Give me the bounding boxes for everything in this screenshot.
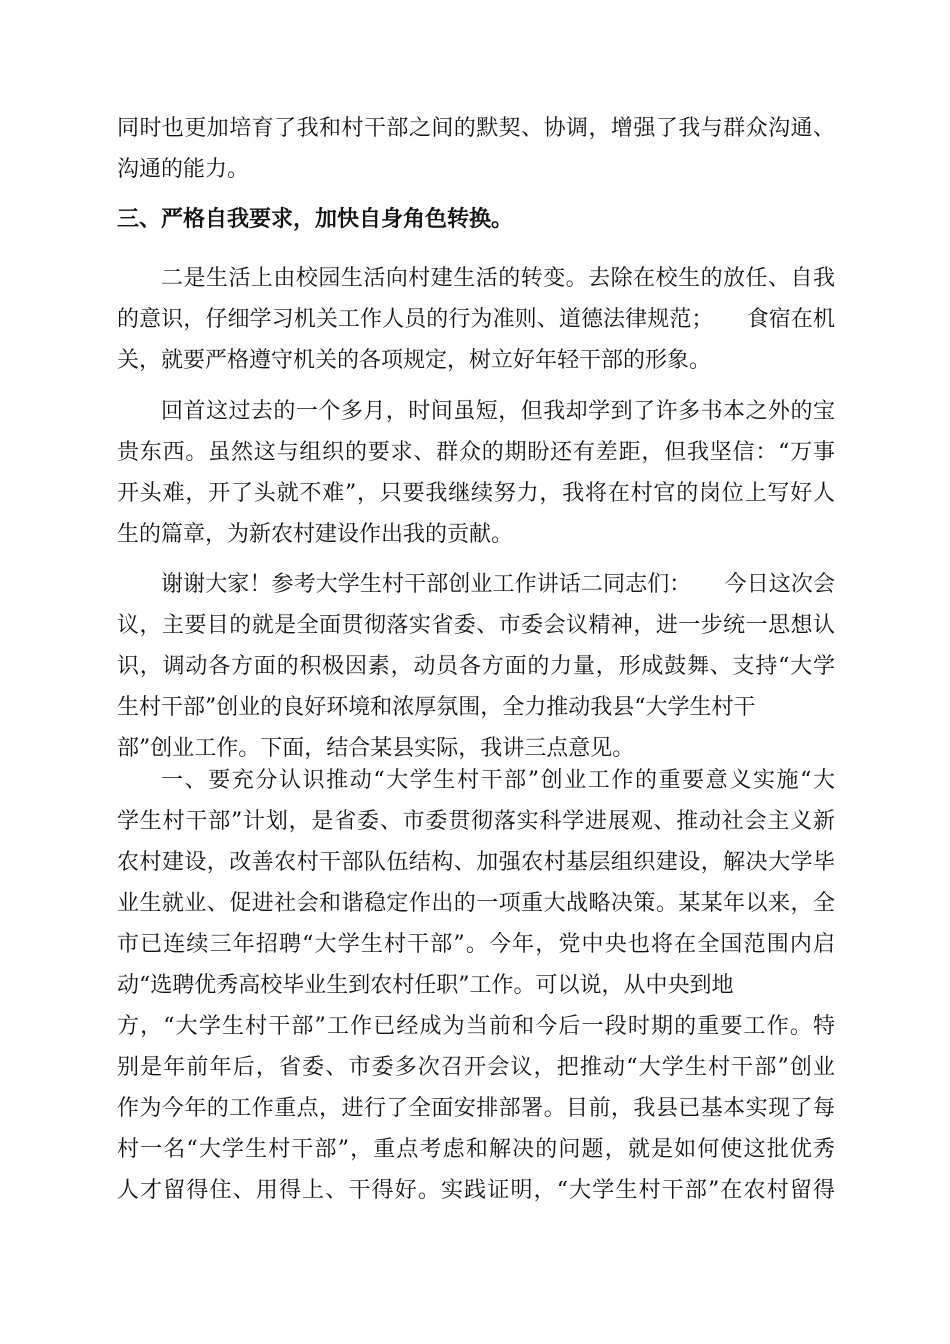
paragraph-line: 作为今年的工作重点，进行了全面安排部署。目前，我县已基本实现了每 bbox=[117, 1096, 835, 1121]
paragraph-line: 二是生活上由校园生活向村建生活的转变。去除在校生的放任、自我 bbox=[161, 266, 835, 291]
paragraph-line: 市已连续三年招聘“大学生村干部”。今年，党中央也将在全国范围内启 bbox=[117, 932, 835, 957]
paragraph-line: 人才留得住、用得上、干得好。实践证明，“大学生村干部”在农村留得 bbox=[117, 1178, 835, 1203]
paragraph-line: 回首这过去的一个多月，时间虽短，但我却学到了许多书本之外的宝 bbox=[161, 399, 835, 424]
paragraph-line: 村一名“大学生村干部”，重点考虑和解决的问题，就是如何使这批优秀 bbox=[117, 1137, 835, 1162]
paragraph-line: 动“选聘优秀高校毕业生到农村任职”工作。可以说，从中央到地 bbox=[117, 973, 734, 998]
paragraph-line: 关，就要严格遵守机关的各项规定，树立好年轻干部的形象。 bbox=[117, 348, 712, 373]
paragraph-5 bbox=[117, 764, 835, 1208]
paragraph-line: 识，调动各方面的积极因素，动员各方面的力量，形成鼓舞、支持“大学 bbox=[117, 654, 835, 679]
heading-text: 三、严格自我要求，加快自身角色转换。 bbox=[117, 206, 514, 232]
paragraph-2 bbox=[117, 262, 835, 378]
paragraph-line: 开头难，开了头就不难”，只要我继续努力，我将在村官的岗位上写好人 bbox=[117, 481, 835, 506]
paragraph-4 bbox=[117, 568, 835, 766]
paragraph-line: 别是年前年后，省委、市委多次召开会议，把推动“大学生村干部”创业 bbox=[117, 1055, 835, 1080]
paragraph-line: 生村干部”创业的良好环境和浓厚氛围，全力推动我县“大学生村干 bbox=[117, 695, 756, 720]
section-heading bbox=[117, 202, 835, 236]
paragraph-line: 业生就业、促进社会和谐稳定作出的一项重大战略决策。某某年以来，全 bbox=[117, 891, 835, 916]
paragraph-line: 同时也更加培育了我和村干部之间的默契、协调，增强了我与群众沟通、 bbox=[117, 116, 835, 141]
paragraph-line: 生的篇章，为新农村建设作出我的贡献。 bbox=[117, 522, 514, 547]
paragraph-line: 方，“大学生村干部”工作已经成为当前和今后一段时期的重要工作。特 bbox=[117, 1014, 835, 1039]
paragraph-line: 谢谢大家！参考大学生村干部创业工作讲话二同志们： 今日这次会 bbox=[161, 572, 835, 597]
paragraph-line: 学生村干部”计划，是省委、市委贯彻落实科学进展观、推动社会主义新 bbox=[117, 809, 835, 834]
paragraph-1 bbox=[117, 112, 835, 187]
paragraph-line: 的意识，仔细学习机关工作人员的行为准则、道德法律规范； 食宿在机 bbox=[117, 307, 835, 332]
paragraph-line: 农村建设，改善农村干部队伍结构、加强农村基层组织建设，解决大学毕 bbox=[117, 850, 835, 875]
paragraph-3 bbox=[117, 395, 835, 552]
paragraph-line: 贵东西。虽然这与组织的要求、群众的期盼还有差距，但我坚信：“万事 bbox=[117, 440, 835, 465]
paragraph-line: 沟通的能力。 bbox=[117, 157, 250, 182]
paragraph-line: 一、要充分认识推动“大学生村干部”创业工作的重要意义实施“大 bbox=[161, 768, 835, 793]
paragraph-line: 议，主要目的就是全面贯彻落实省委、市委会议精神，进一步统一思想认 bbox=[117, 613, 835, 638]
paragraph-line: 部”创业工作。下面，结合某县实际，我讲三点意见。 bbox=[117, 736, 635, 761]
